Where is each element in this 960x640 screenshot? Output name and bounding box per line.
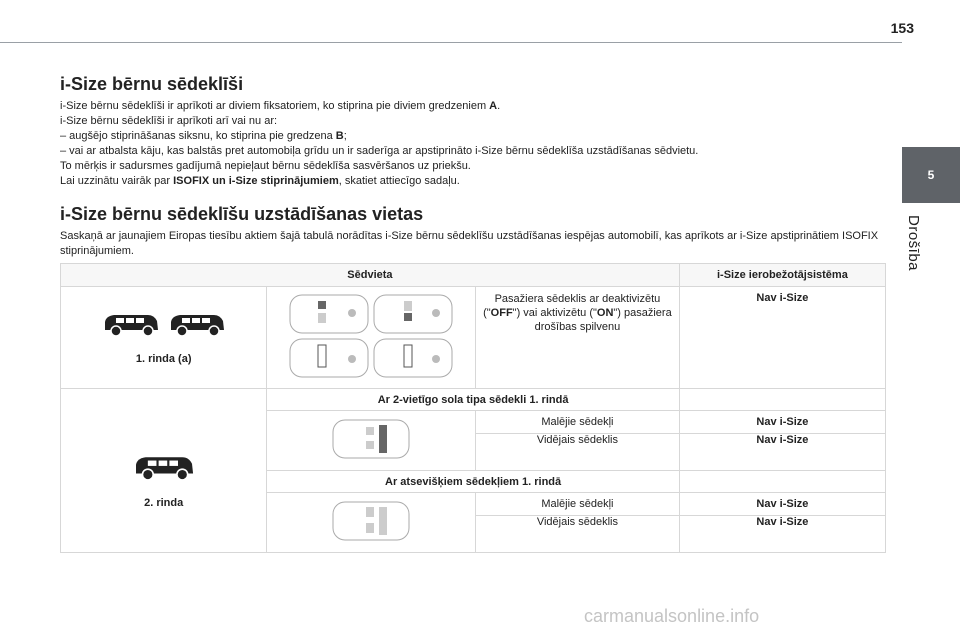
restraint-value: Nav i-Size xyxy=(679,516,885,553)
seat-type: Malējie sēdekļi xyxy=(476,493,680,516)
section-body-i-size-seats xyxy=(60,99,880,189)
van-icon xyxy=(132,453,196,481)
page-number: 153 xyxy=(890,20,914,36)
row-label-cell xyxy=(61,287,267,389)
body-line: To mērķis ir sadursmes gadījumā nepieļaut bērnu sēdeklīša sasvēršanos uz priekšu. xyxy=(60,160,471,172)
chapter-tab[interactable]: 5 xyxy=(902,147,960,203)
header-seat: Sēdvieta xyxy=(61,264,680,287)
table-row xyxy=(61,287,886,389)
restraint-value: Nav i-Size xyxy=(679,411,885,434)
seat-layout-diagram xyxy=(332,501,410,541)
table-row xyxy=(61,389,886,411)
chapter-label: Drošība xyxy=(905,215,922,272)
seat-type: Malējie sēdekļi xyxy=(476,411,680,434)
row-label: 2. rinda xyxy=(144,496,184,509)
watermark: carmanualsonline.info xyxy=(584,606,760,626)
body-line: – augšējo stiprināšanas siksnu, ko stiprina pie gredzena B; xyxy=(60,130,347,142)
group-title: Ar atsevišķiem sēdekļiem 1. rindā xyxy=(267,471,679,493)
seat-diagram-cell xyxy=(267,411,476,471)
seat-layout-diagram xyxy=(288,293,454,379)
body-line: Lai uzzinātu vairāk par ISOFIX un i-Size stiprinājumiem, skatiet attiecīgo sadaļu. xyxy=(60,175,460,187)
seat-diagram-cell xyxy=(267,287,476,389)
restraint-value: Nav i-Size xyxy=(679,287,885,389)
empty-cell xyxy=(679,389,885,411)
seat-type: Vidējais sēdeklis xyxy=(476,434,680,471)
van-icon xyxy=(168,311,226,337)
group-title: Ar 2-vietīgo sola tipa sēdekli 1. rindā xyxy=(267,389,679,411)
top-divider xyxy=(0,42,902,43)
seat-layout-diagram xyxy=(332,419,410,459)
van-icon xyxy=(102,311,160,337)
seat-description: Pasažiera sēdeklis ar deaktivizētu ("OFF") vai aktivizētu ("ON") pasažiera drošības spilvenu xyxy=(476,287,680,389)
body-line: – vai ar atbalsta kāju, kas balstās pret automobiļa grīdu un ir saderīga ar apstiprināto i-Size bērnu sēdeklīša uzstādīšanas sēdvietu. xyxy=(60,145,699,157)
section-intro: Saskaņā ar jaunajiem Eiropas tiesību aktiem šajā tabulā norādītas i-Size bērnu sēdeklīšu uzstādīšanas iespējas automobilī, kas aprīkots ar i-Size apstiprinātiem ISOFIX stiprinājumiem. xyxy=(60,230,879,257)
empty-cell xyxy=(679,471,885,493)
header-restraint: i-Size ierobežotājsistēma xyxy=(679,264,885,287)
i-size-table xyxy=(60,263,886,553)
section-title-i-size-seats: i-Size bērnu sēdeklīši xyxy=(60,74,244,94)
row-label: 1. rinda (a) xyxy=(135,352,192,365)
body-line: i-Size bērnu sēdeklīši ir aprīkoti arī vai nu ar: xyxy=(60,115,278,127)
cross-reference-link[interactable]: ISOFIX un i-Size stiprinājumiem xyxy=(173,175,339,187)
section-title-installation-places: i-Size bērnu sēdeklīšu uzstādīšanas vietas xyxy=(60,204,424,224)
restraint-value: Nav i-Size xyxy=(679,493,885,516)
seat-type: Vidējais sēdeklis xyxy=(476,516,680,553)
table-header-row xyxy=(61,264,886,287)
seat-diagram-cell xyxy=(267,493,476,553)
body-line: i-Size bērnu sēdeklīši ir aprīkoti ar diviem fiksatoriem, ko stiprina pie diviem gredzeniem A. xyxy=(60,100,501,112)
restraint-value: Nav i-Size xyxy=(679,434,885,471)
row-label-cell xyxy=(61,389,267,553)
